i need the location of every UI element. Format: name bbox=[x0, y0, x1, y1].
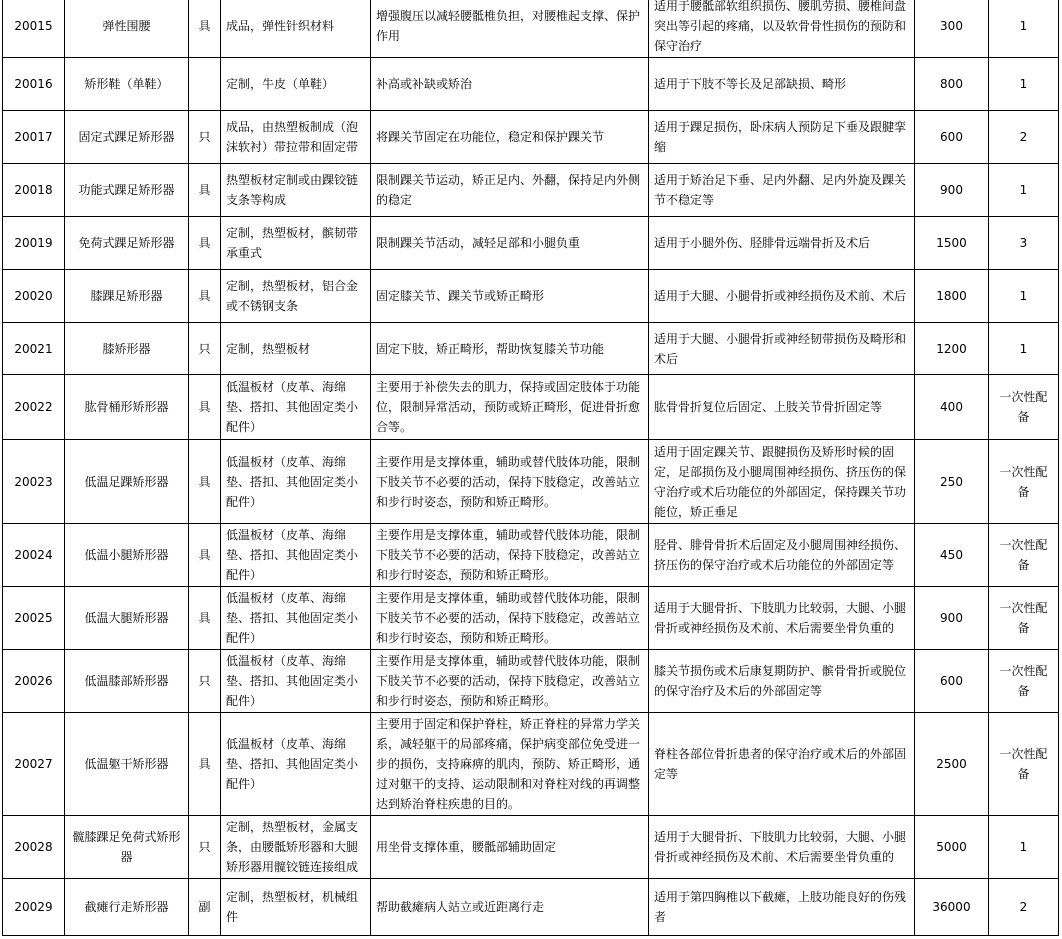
item-name: 低温膝部矫形器 bbox=[65, 650, 189, 713]
item-function: 主要作用是支撑体重，辅助或替代肢体功能，限制下肢关节不必要的活动，保持下肢稳定，改善站立和步行时姿态，预防和矫正畸形。 bbox=[371, 587, 649, 650]
item-code: 20027 bbox=[3, 713, 65, 816]
item-code: 20016 bbox=[3, 58, 65, 111]
item-unit: 具 bbox=[189, 217, 221, 270]
item-scope: 肱骨骨折复位后固定、上肢关节骨折固定等 bbox=[649, 375, 915, 440]
item-code: 20022 bbox=[3, 375, 65, 440]
item-scope: 膝关节损伤或术后康复期防护、髌骨骨折或脱位的保守治疗及术后的外部固定等 bbox=[649, 650, 915, 713]
item-scope: 适用于大腿骨折、下肢肌力比较弱，大腿、小腿骨折或神经损伤及术前、术后需要坐骨负重的 bbox=[649, 587, 915, 650]
item-material: 定制，热塑板材，金属支条，由腰骶矫形器和大腿矫形器用髋铰链连接组成 bbox=[221, 816, 371, 879]
table-row bbox=[3, 816, 1059, 879]
item-scope: 适用于小腿外伤、胫腓骨远端骨折及术后 bbox=[649, 217, 915, 270]
item-material: 定制，热塑板材，铝合金或不锈钢支条 bbox=[221, 270, 371, 323]
item-name: 免荷式踝足矫形器 bbox=[65, 217, 189, 270]
item-scope: 适用于大腿骨折、下肢肌力比较弱，大腿、小腿骨折或神经损伤及术前、术后需要坐骨负重的 bbox=[649, 816, 915, 879]
item-price: 600 bbox=[915, 650, 989, 713]
item-years: 2 bbox=[989, 879, 1059, 936]
item-price: 900 bbox=[915, 164, 989, 217]
table-row bbox=[3, 58, 1059, 111]
item-name: 低温小腿矫形器 bbox=[65, 524, 189, 587]
item-function: 主要用于固定和保护脊柱，矫正脊柱的异常力学关系，减轻躯干的局部疼痛，保护病变部位免受进一步的损伤，支持麻痹的肌肉，预防、矫正畸形，通过对躯干的支持、运动限制和对脊柱对线的再调整达到矫治脊柱疾患的目的。 bbox=[371, 713, 649, 816]
device-table bbox=[2, 0, 1059, 936]
item-material: 成品，弹性针织材料 bbox=[221, 0, 371, 58]
item-years: 2 bbox=[989, 111, 1059, 164]
item-material: 低温板材（皮革、海绵垫、搭扣、其他固定类小配件） bbox=[221, 524, 371, 587]
item-price: 300 bbox=[915, 0, 989, 58]
item-material: 低温板材（皮革、海绵垫、搭扣、其他固定类小配件） bbox=[221, 375, 371, 440]
item-scope: 适用于腰骶部软组织损伤、腰肌劳损、腰椎间盘突出等引起的疼痛，以及软骨骨性损伤的预防和保守治疗 bbox=[649, 0, 915, 58]
item-material: 成品，由热塑板制成（泡沫软衬）带拉带和固定带 bbox=[221, 111, 371, 164]
item-name: 膝踝足矫形器 bbox=[65, 270, 189, 323]
item-scope: 脊柱各部位骨折患者的保守治疗或术后的外部固定等 bbox=[649, 713, 915, 816]
item-name: 固定式踝足矫形器 bbox=[65, 111, 189, 164]
item-price: 900 bbox=[915, 587, 989, 650]
item-function: 增强腹压以减轻腰骶椎负担，对腰椎起支撑、保护作用 bbox=[371, 0, 649, 58]
item-scope: 适用于大腿、小腿骨折或神经韧带损伤及畸形和术后 bbox=[649, 323, 915, 375]
item-function: 限制踝关节运动，矫正足内、外翻，保持足内外侧的稳定 bbox=[371, 164, 649, 217]
item-name: 矫形鞋（单鞋） bbox=[65, 58, 189, 111]
item-name: 低温躯干矫形器 bbox=[65, 713, 189, 816]
item-years: 1 bbox=[989, 816, 1059, 879]
item-price: 600 bbox=[915, 111, 989, 164]
item-scope: 胫骨、腓骨骨折术后固定及小腿周围神经损伤、挤压伤的保守治疗或术后功能位的外部固定等 bbox=[649, 524, 915, 587]
item-years: 1 bbox=[989, 164, 1059, 217]
item-function: 主要用于补偿失去的肌力，保持或固定肢体于功能位，限制异常活动，预防或矫正畸形，促进骨折愈合等。 bbox=[371, 375, 649, 440]
item-code: 20015 bbox=[3, 0, 65, 58]
item-unit: 只 bbox=[189, 111, 221, 164]
item-name: 弹性围腰 bbox=[65, 0, 189, 58]
item-scope: 适用于踝足损伤，卧床病人预防足下垂及跟腱挛缩 bbox=[649, 111, 915, 164]
table-row bbox=[3, 440, 1059, 524]
item-price: 5000 bbox=[915, 816, 989, 879]
item-name: 髋膝踝足免荷式矫形器 bbox=[65, 816, 189, 879]
item-function: 主要作用是支撑体重，辅助或替代肢体功能，限制下肢关节不必要的活动，保持下肢稳定，改善站立和步行时姿态，预防和矫正畸形。 bbox=[371, 440, 649, 524]
item-material: 低温板材（皮革、海绵垫、搭扣、其他固定类小配件） bbox=[221, 440, 371, 524]
item-material: 定制，热塑板材，髌韧带承重式 bbox=[221, 217, 371, 270]
item-price: 250 bbox=[915, 440, 989, 524]
item-function: 主要作用是支撑体重，辅助或替代肢体功能，限制下肢关节不必要的活动，保持下肢稳定，改善站立和步行时姿态，预防和矫正畸形。 bbox=[371, 524, 649, 587]
item-years: 1 bbox=[989, 323, 1059, 375]
table-row bbox=[3, 164, 1059, 217]
item-name: 截瘫行走矫形器 bbox=[65, 879, 189, 936]
item-function: 固定膝关节、踝关节或矫正畸形 bbox=[371, 270, 649, 323]
item-price: 800 bbox=[915, 58, 989, 111]
item-name: 膝矫形器 bbox=[65, 323, 189, 375]
item-unit bbox=[189, 58, 221, 111]
item-price: 2500 bbox=[915, 713, 989, 816]
item-years: 一次性配备 bbox=[989, 713, 1059, 816]
item-material: 低温板材（皮革、海绵垫、搭扣、其他固定类小配件） bbox=[221, 650, 371, 713]
item-years: 一次性配备 bbox=[989, 524, 1059, 587]
item-unit: 具 bbox=[189, 440, 221, 524]
item-years: 一次性配备 bbox=[989, 440, 1059, 524]
item-function: 固定下肢，矫正畸形，帮助恢复膝关节功能 bbox=[371, 323, 649, 375]
item-unit: 副 bbox=[189, 879, 221, 936]
item-function: 帮助截瘫病人站立或近距离行走 bbox=[371, 879, 649, 936]
item-code: 20023 bbox=[3, 440, 65, 524]
item-material: 低温板材（皮革、海绵垫、搭扣、其他固定类小配件） bbox=[221, 587, 371, 650]
table-row bbox=[3, 524, 1059, 587]
table-row bbox=[3, 270, 1059, 323]
item-scope: 适用于大腿、小腿骨折或神经损伤及术前、术后 bbox=[649, 270, 915, 323]
item-scope: 适用于固定踝关节、跟腱损伤及矫形时候的固定，足部损伤及小腿周围神经损伤、挤压伤的保守治疗或术后功能位的外部固定，保持踝关节功能位，矫正垂足 bbox=[649, 440, 915, 524]
item-code: 20018 bbox=[3, 164, 65, 217]
item-name: 低温足踝矫形器 bbox=[65, 440, 189, 524]
item-code: 20017 bbox=[3, 111, 65, 164]
item-years: 一次性配备 bbox=[989, 375, 1059, 440]
table-row bbox=[3, 713, 1059, 816]
item-unit: 只 bbox=[189, 816, 221, 879]
item-years: 1 bbox=[989, 0, 1059, 58]
item-function: 用坐骨支撑体重，腰骶部辅助固定 bbox=[371, 816, 649, 879]
item-code: 20020 bbox=[3, 270, 65, 323]
table-row bbox=[3, 587, 1059, 650]
item-years: 一次性配备 bbox=[989, 650, 1059, 713]
item-unit: 具 bbox=[189, 375, 221, 440]
item-function: 补高或补缺或矫治 bbox=[371, 58, 649, 111]
item-material: 定制，热塑板材 bbox=[221, 323, 371, 375]
item-price: 400 bbox=[915, 375, 989, 440]
item-code: 20029 bbox=[3, 879, 65, 936]
item-price: 1200 bbox=[915, 323, 989, 375]
item-unit: 具 bbox=[189, 524, 221, 587]
item-unit: 具 bbox=[189, 270, 221, 323]
table-row bbox=[3, 323, 1059, 375]
item-function: 限制踝关节活动，减轻足部和小腿负重 bbox=[371, 217, 649, 270]
table-row bbox=[3, 375, 1059, 440]
item-code: 20019 bbox=[3, 217, 65, 270]
item-code: 20021 bbox=[3, 323, 65, 375]
item-scope: 适用于第四胸椎以下截瘫，上肢功能良好的伤残者 bbox=[649, 879, 915, 936]
item-years: 3 bbox=[989, 217, 1059, 270]
item-code: 20028 bbox=[3, 816, 65, 879]
item-material: 定制，牛皮（单鞋） bbox=[221, 58, 371, 111]
table-row bbox=[3, 111, 1059, 164]
table-row bbox=[3, 0, 1059, 58]
item-price: 450 bbox=[915, 524, 989, 587]
item-name: 肱骨桶形矫形器 bbox=[65, 375, 189, 440]
item-name: 低温大腿矫形器 bbox=[65, 587, 189, 650]
item-price: 36000 bbox=[915, 879, 989, 936]
item-function: 将踝关节固定在功能位，稳定和保护踝关节 bbox=[371, 111, 649, 164]
item-unit: 只 bbox=[189, 323, 221, 375]
item-years: 1 bbox=[989, 270, 1059, 323]
item-name: 功能式踝足矫形器 bbox=[65, 164, 189, 217]
item-function: 主要作用是支撑体重，辅助或替代肢体功能，限制下肢关节不必要的活动，保持下肢稳定，改善站立和步行时姿态，预防和矫正畸形。 bbox=[371, 650, 649, 713]
item-code: 20025 bbox=[3, 587, 65, 650]
table-row bbox=[3, 650, 1059, 713]
item-code: 20026 bbox=[3, 650, 65, 713]
item-unit: 具 bbox=[189, 0, 221, 58]
item-years: 一次性配备 bbox=[989, 587, 1059, 650]
item-material: 低温板材（皮革、海绵垫、搭扣、其他固定类小配件） bbox=[221, 713, 371, 816]
table-row bbox=[3, 879, 1059, 936]
item-scope: 适用于下肢不等长及足部缺损、畸形 bbox=[649, 58, 915, 111]
item-material: 定制，热塑板材，机械组件 bbox=[221, 879, 371, 936]
item-years: 1 bbox=[989, 58, 1059, 111]
item-material: 热塑板材定制或由踝铰链支条等构成 bbox=[221, 164, 371, 217]
item-price: 1500 bbox=[915, 217, 989, 270]
item-price: 1800 bbox=[915, 270, 989, 323]
item-unit: 具 bbox=[189, 713, 221, 816]
table-row bbox=[3, 217, 1059, 270]
item-code: 20024 bbox=[3, 524, 65, 587]
item-scope: 适用于矫治足下垂、足内外翻、足内外旋及踝关节不稳定等 bbox=[649, 164, 915, 217]
item-unit: 只 bbox=[189, 650, 221, 713]
item-unit: 具 bbox=[189, 164, 221, 217]
item-unit: 具 bbox=[189, 587, 221, 650]
